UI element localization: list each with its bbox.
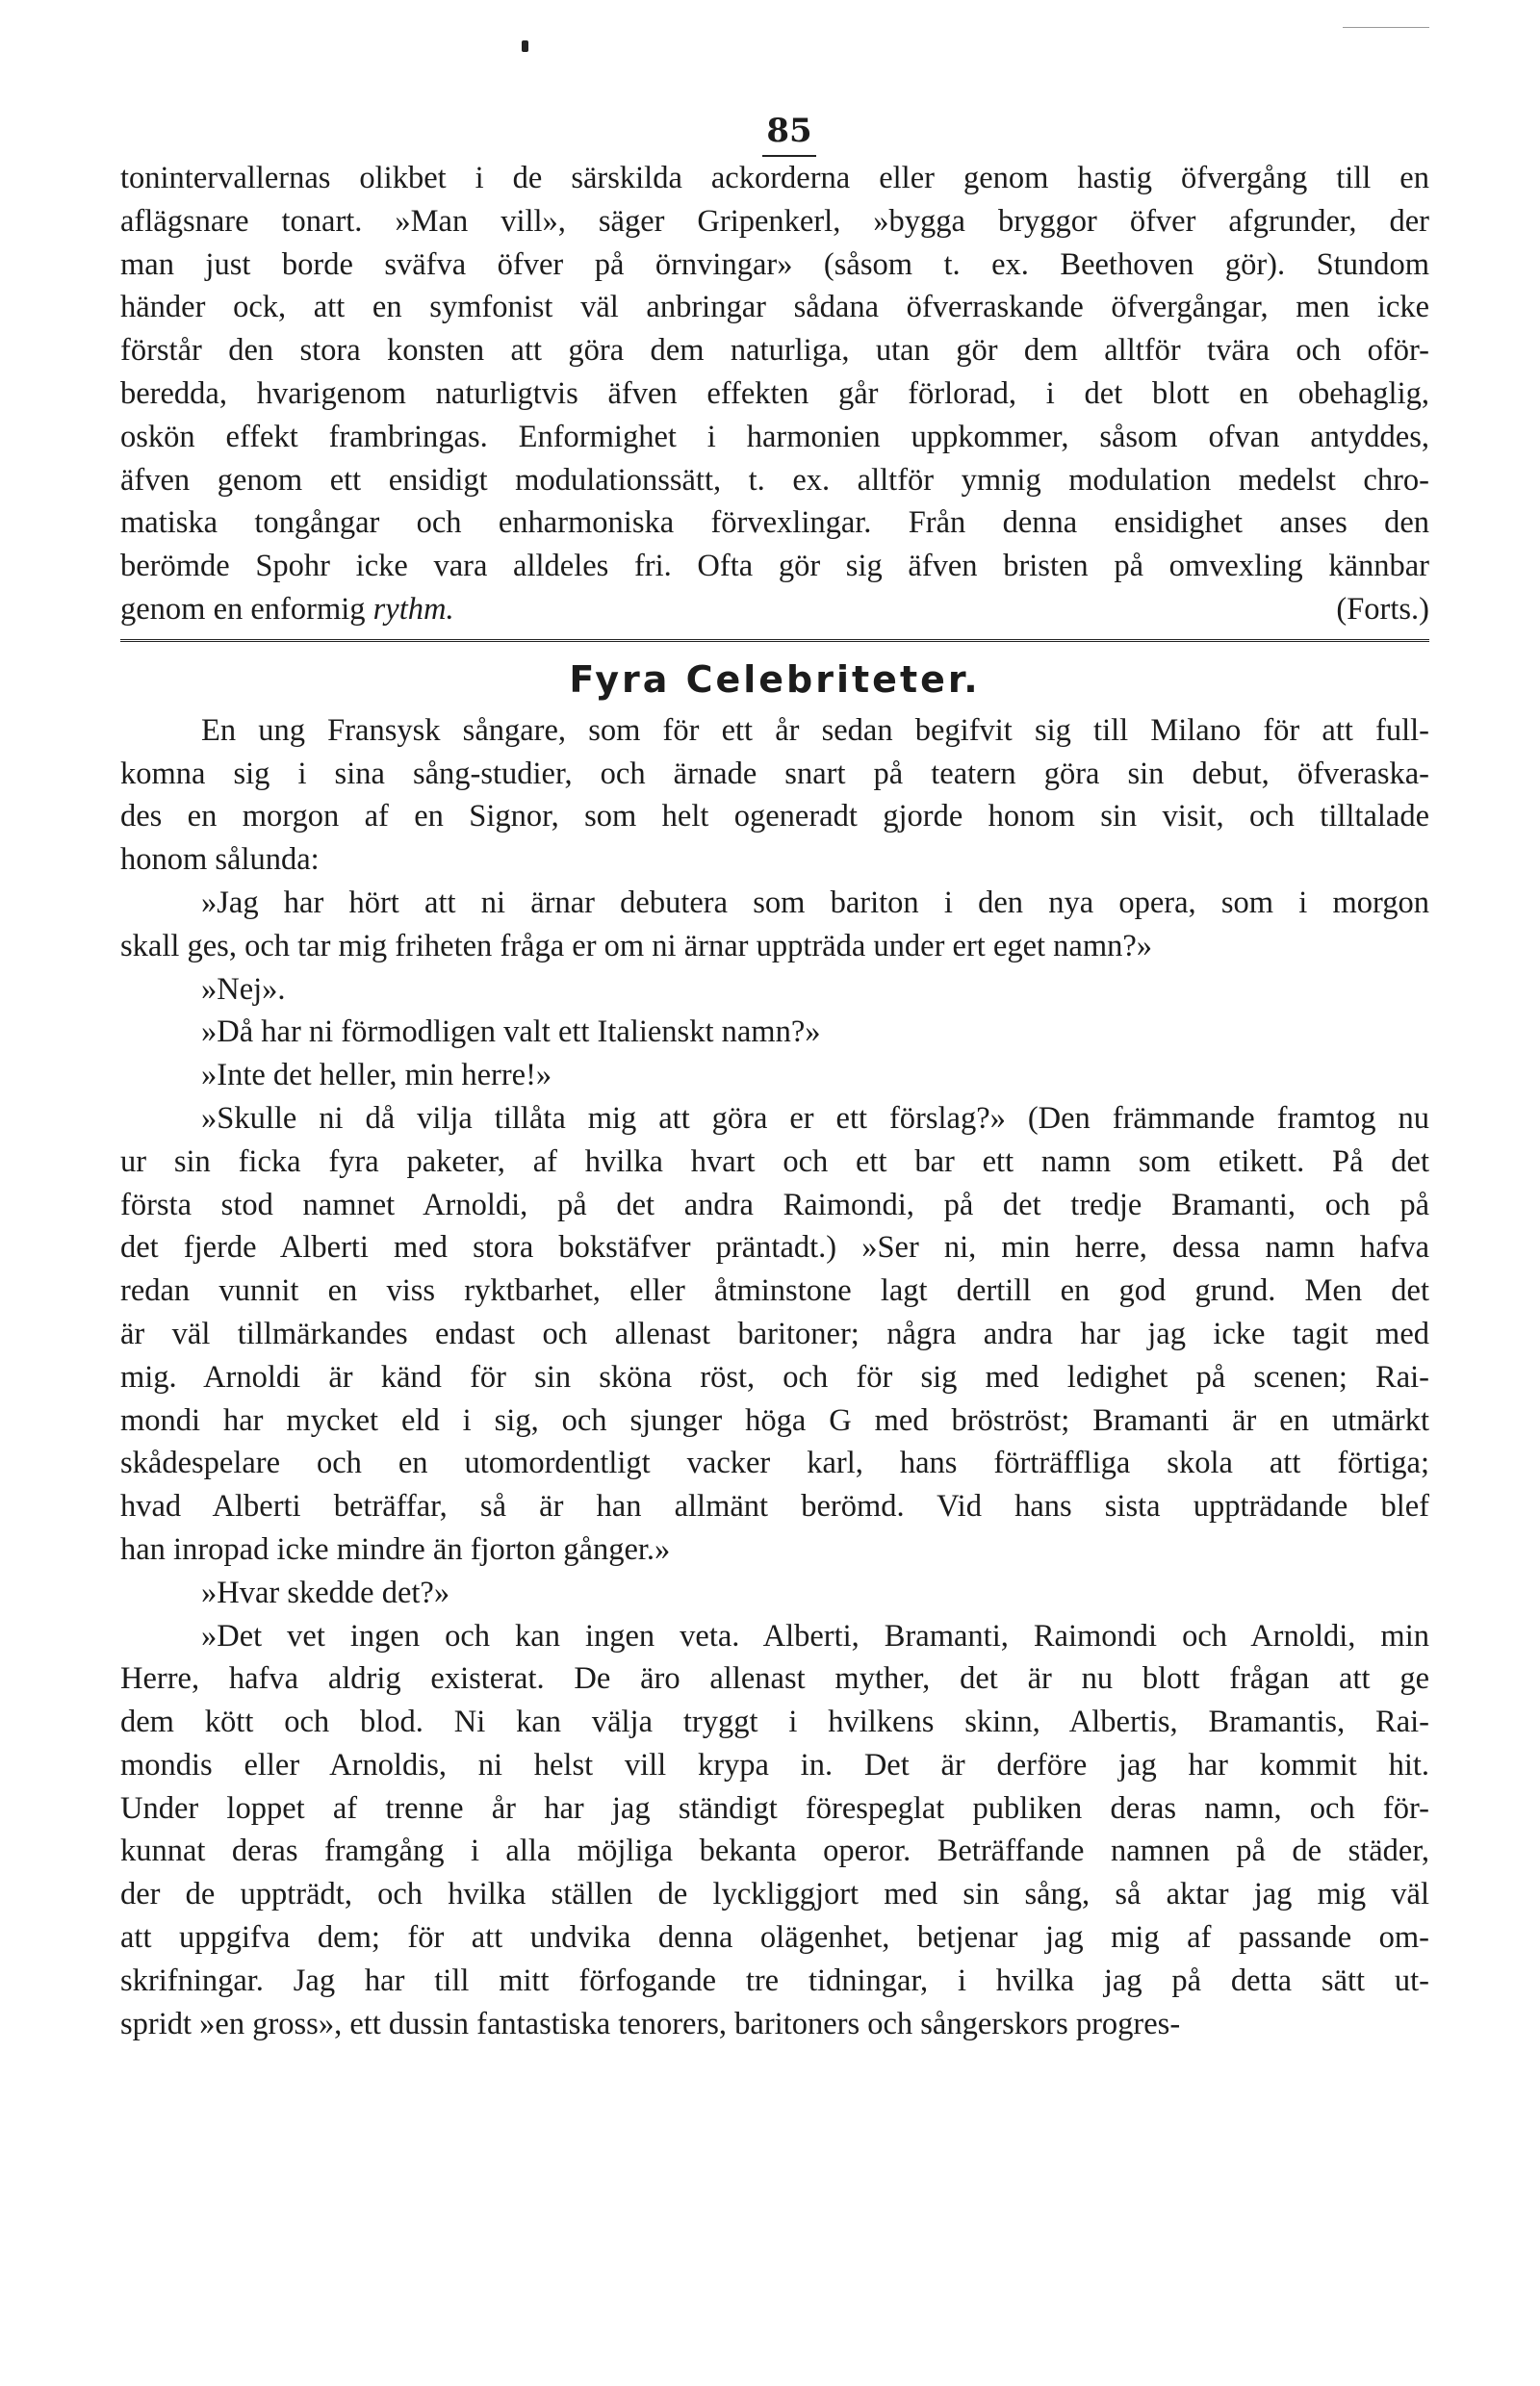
paragraph-6-line-11: han inropad icke mindre än fjorton gånger.»: [120, 1531, 671, 1567]
paragraph-5-line-1: »Inte det heller, min herre!»: [201, 1058, 552, 1093]
continued-article-end: [120, 588, 1429, 631]
paragraph-7-line-1: »Hvar skedde det?»: [201, 1575, 450, 1610]
page: [120, 111, 1429, 2045]
paragraph-1-line-1: En ung Fransysk sångare, som för ett år sedan begifvit sig till Milano för att full-: [201, 712, 1429, 748]
paragraph-8-line-5: Under loppet af trenne år har jag ständigt förespeglat publiken deras namn, och för-: [120, 1790, 1429, 1826]
article-body: [120, 709, 1429, 2046]
text-line-7: oskön effekt frambringas. Enformighet i harmonien uppkommer, såsom ofvan antyddes,: [120, 419, 1429, 454]
scan-rule: [1343, 27, 1429, 28]
paragraph-1-line-4: honom sålunda:: [120, 842, 320, 878]
paragraph-8-line-6: kunnat deras framgång i alla möjliga bekanta operor. Beträffande namnen på de städer,: [120, 1834, 1429, 1869]
forts-row: [120, 588, 1429, 631]
paragraph-6-line-8: mondi har mycket eld i sig, och sjunger höga G med bröströst; Bramanti är en utmärkt: [120, 1402, 1429, 1438]
paragraph-8-line-7: der de uppträdt, och hvilka ställen de lyckliggjort med sin sång, så aktar jag mig väl: [120, 1877, 1429, 1912]
paragraph-8-line-9: skrifningar. Jag har till mitt förfogande tre tidningar, i hvilka jag på detta sätt ut-: [120, 1963, 1429, 1998]
rythm-word: rythm.: [372, 591, 454, 627]
continued-article: [120, 157, 1429, 588]
text-line-3: man just borde sväfva öfver på örnvingar» (såsom t. ex. Beethoven gör). Stundom: [120, 246, 1429, 282]
text-line-2: aflägsnare tonart. »Man vill», säger Gripenkerl, »bygga bryggor öfver afgrunder, der: [120, 203, 1429, 239]
paragraph-6-line-2: ur sin ficka fyra paketer, af hvilka hvart och ett bar ett namn som etikett. På det: [120, 1143, 1429, 1179]
paragraph-1-line-2: komna sig i sina sång-studier, och ärnade snart på teatern göra sin debut, öfveraska-: [120, 756, 1429, 791]
paragraph-3-line-1: »Nej».: [201, 971, 286, 1007]
paragraph-8-line-3: dem kött och blod. Ni kan välja tryggt i hvilkens skinn, Albertis, Bramantis, Rai-: [120, 1705, 1429, 1740]
text-line-6: beredda, hvarigenom naturligtvis äfven effekten går förlorad, i det blott en obehaglig,: [120, 375, 1429, 411]
paragraph-8-line-4: mondis eller Arnoldis, ni helst vill krypa in. Det är derföre jag har kommit hit.: [120, 1747, 1429, 1783]
ink-mark: [522, 40, 528, 52]
page-number-text: 85: [762, 111, 815, 157]
text-line-9: matiska tongångar och enharmoniska förvexlingar. Från denna ensidighet anses den: [120, 505, 1429, 541]
paragraph-6-line-7: mig. Arnoldi är känd för sin sköna röst, och för sig med ledighet på scenen; Rai-: [120, 1359, 1429, 1395]
article-title: Fyra Celebriteter.: [569, 657, 981, 701]
paragraph-8-line-2: Herre, hafva aldrig existerat. De äro allenast myther, det är nu blott frågan att ge: [120, 1661, 1429, 1697]
text-line-1: tonintervallernas olikbet i de särskilda ackorderna eller genom hastig öfvergång till en: [120, 161, 1429, 195]
paragraph-6-line-1: »Skulle ni då vilja tillåta mig att göra er ett förslag?» (Den främmande framtog nu: [201, 1100, 1429, 1136]
paragraph-2-line-2: skall ges, och tar mig friheten fråga er om ni ärnar uppträda under ert eget namn?»: [120, 928, 1153, 963]
last-line-text: genom en enformig rythm.: [120, 591, 454, 627]
text-line-5: förstår den stora konsten att göra dem naturliga, utan gör dem alltför tvära och oför-: [120, 333, 1429, 369]
paragraph-6-line-9: skådespelare och en utomordentligt vacker karl, hans förträffliga skola att förtiga;: [120, 1446, 1429, 1481]
paragraph-6-line-6: är väl tillmärkandes endast och allenast baritoner; några andra har jag icke tagit med: [120, 1316, 1429, 1351]
paragraph-1-line-3: des en morgon af en Signor, som helt ogeneradt gjorde honom sin visit, och tilltalade: [120, 799, 1429, 834]
paragraph-4-line-1: »Då har ni förmodligen valt ett Italienskt namn?»: [201, 1014, 821, 1050]
paragraph-8-line-8: att uppgifva dem; för att undvika denna olägenhet, betjenar jag mig af passande om-: [120, 1920, 1429, 1956]
forts-label: (Forts.): [1336, 591, 1429, 627]
paragraph-6-line-5: redan vunnit en viss ryktbarhet, eller åtminstone lagt dertill en god grund. Men det: [120, 1273, 1429, 1309]
text-line-10: berömde Spohr icke vara alldeles fri. Ofta gör sig äfven bristen på omvexling kännbar: [120, 549, 1429, 584]
paragraph-2-line-1: »Jag har hört att ni ärnar debutera som bariton i den nya opera, som i morgon: [201, 885, 1429, 920]
paragraph-6-line-3: första stod namnet Arnoldi, på det andra Raimondi, på det tredje Bramanti, och på: [120, 1187, 1429, 1222]
text-line-8: äfven genom ett ensidigt modulationssätt, t. ex. alltför ymnig modulation medelst chro-: [120, 462, 1429, 498]
paragraph-6-line-4: det fjerde Alberti med stora bokstäfver präntadt.) »Ser ni, min herre, dessa namn hafva: [120, 1230, 1429, 1266]
section-divider: [120, 639, 1429, 646]
paragraph-6-line-10: hvad Alberti beträffar, så är han allmänt berömd. Vid hans sista uppträdande blef: [120, 1489, 1429, 1525]
page-number: [120, 111, 1429, 157]
text-line-4: händer ock, att en symfonist väl anbringar sådana öfverraskande öfvergångar, men icke: [120, 290, 1429, 325]
paragraph-8-line-10: spridt »en gross», ett dussin fantastiska tenorers, baritoners och sångerskors progres-: [120, 2006, 1181, 2041]
paragraph-8-line-1: »Det vet ingen och kan ingen veta. Alberti, Bramanti, Raimondi och Arnoldi, min: [201, 1618, 1429, 1654]
